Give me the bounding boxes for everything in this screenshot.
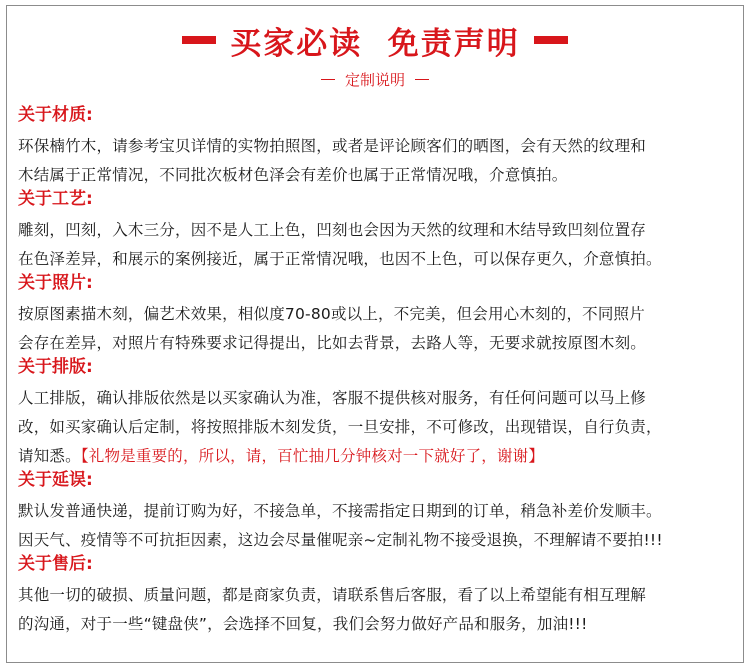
section-line: 请知悉。	[18, 447, 81, 465]
section-line: 会存在差异，对照片有特殊要求记得提出，比如去背景，去路人等，无要求就按原图木刻。	[18, 334, 647, 352]
section-after-sales	[18, 553, 738, 639]
section-heading: 关于材质:	[18, 105, 93, 125]
subtitle-dash-left	[321, 79, 335, 80]
section-craft	[18, 188, 738, 274]
section-heading: 关于售后:	[18, 554, 93, 574]
section-line: 按原图素描木刻，偏艺术效果，相似度70-80或以上，不完美，但会用心木刻的，不同照片	[18, 305, 645, 323]
page-subtitle: 定制说明	[344, 70, 405, 89]
section-line: 环保楠竹木，请参考宝贝详情的实物拍照图，或者是评论顾客们的晒图，会有天然的纹理和	[18, 137, 647, 155]
highlight-notice: 【礼物是重要的，所以，请，百忙抽几分钟核对一下就好了，谢谢】	[80, 447, 545, 465]
section-heading: 关于工艺:	[18, 189, 93, 209]
section-line: 因天气、疫情等不可抗拒因素，这边会尽量催呢亲~定制礼物不接受退换，不理解请不要拍!!!	[18, 531, 663, 549]
subtitle-dash-right	[415, 79, 429, 80]
title-row	[0, 18, 750, 62]
section-line: 的沟通，对于一些“键盘侠”，会选择不回复，我们会努力做好产品和服务，加油!!!	[18, 615, 588, 633]
section-material	[18, 104, 738, 190]
section-heading: 关于延误:	[18, 470, 93, 490]
section-heading: 关于照片:	[18, 273, 93, 293]
subtitle-row	[0, 67, 750, 91]
section-photo	[18, 272, 738, 358]
section-delay	[18, 469, 738, 555]
section-line: 在色泽差异，和展示的案例接近，属于正常情况哦，也因不上色，可以保存更久，介意慎拍。	[18, 250, 662, 268]
section-heading: 关于排版:	[18, 357, 93, 377]
section-line: 改，如买家确认后定制，将按照排版木刻发货，一旦安排，不可修改，出现错误，自行负责，	[18, 418, 662, 436]
section-line: 其他一切的破损、质量问题，都是商家负责，请联系售后客服，看了以上希望能有相互理解	[18, 586, 647, 604]
page-title: 买家必读 免责声明	[230, 25, 520, 62]
section-line: 人工排版，确认排版依然是以买家确认为准，客服不提供核对服务，有任何问题可以马上修	[18, 389, 647, 407]
section-line: 默认发普通快递，提前订购为好，不接急单，不接需指定日期到的订单，稍急补差价发顺丰。	[18, 502, 662, 520]
title-bar-right	[534, 36, 568, 44]
section-line: 雕刻，凹刻，入木三分，因不是人工上色，凹刻也会因为天然的纹理和木结导致凹刻位置存	[18, 221, 647, 239]
section-layout	[18, 356, 738, 471]
section-last-line	[18, 442, 738, 471]
title-bar-left	[182, 36, 216, 44]
section-line: 木结属于正常情况，不同批次板材色泽会有差价也属于正常情况哦，介意慎拍。	[18, 166, 568, 184]
